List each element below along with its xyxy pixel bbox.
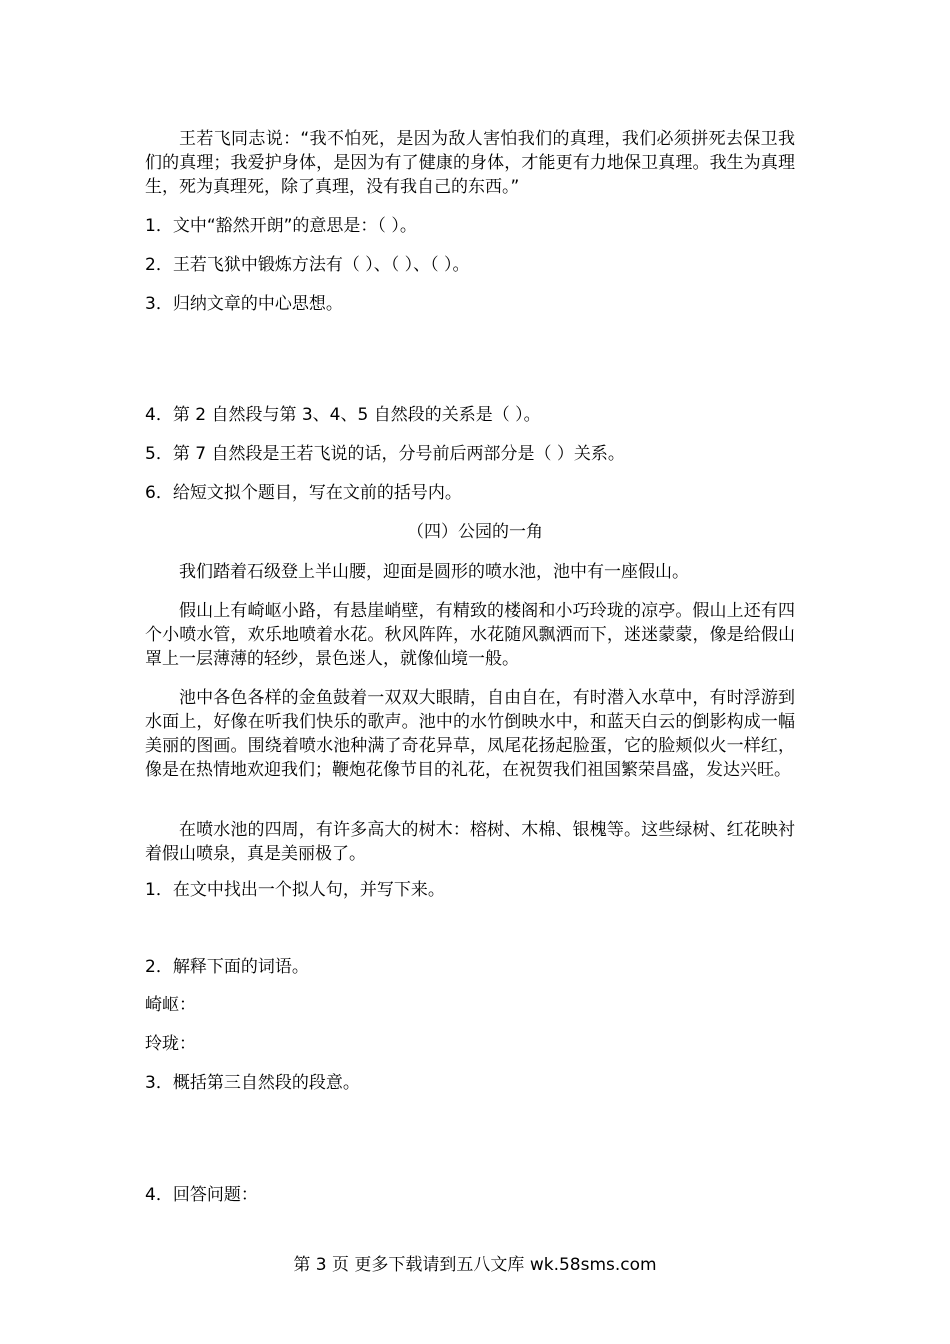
- reading-question-4: 4．回答问题：: [145, 1185, 258, 1205]
- quote-paragraph: 王若飞同志说：“我不怕死，是因为敌人害怕我们的真理，我们必须拼死去保卫我们的真理；我爱护身体，是因为有了健康的身体，才能更有力地保卫真理。我生为真理生，死为真理死，除了真理，没有我自己的东西。”: [145, 129, 795, 197]
- reading-question-2: 2．解释下面的词语。: [145, 957, 309, 977]
- question-3: 3．归纳文章的中心思想。: [145, 294, 343, 314]
- question-1: 1．文中“豁然开朗”的意思是：（ ）。: [145, 216, 417, 236]
- question-6: 6．给短文拟个题目，写在文前的括号内。: [145, 483, 462, 503]
- word-linglong: 玲珑：: [145, 1034, 196, 1054]
- story-paragraph-1: 我们踏着石级登上半山腰，迎面是圆形的喷水池，池中有一座假山。: [179, 562, 689, 582]
- reading-question-3: 3．概括第三自然段的段意。: [145, 1073, 360, 1093]
- question-4: 4．第 2 自然段与第 3、4、5 自然段的关系是（ ）。: [145, 405, 541, 425]
- page-footer: 第 3 页 更多下载请到五八文库 wk.58sms.com: [293, 1255, 657, 1275]
- section-title: （四）公园的一角: [407, 522, 543, 542]
- reading-question-1: 1．在文中找出一个拟人句，并写下来。: [145, 880, 445, 900]
- word-qiqu: 崎岖：: [145, 995, 196, 1015]
- question-5: 5．第 7 自然段是王若飞说的话，分号前后两部分是（ ）关系。: [145, 444, 625, 464]
- story-paragraph-4: 在喷水池的四周，有许多高大的树木：榕树、木棉、银槐等。这些绿树、红花映衬着假山喷泉，真是美丽极了。: [145, 820, 795, 864]
- story-paragraph-2: 假山上有崎岖小路，有悬崖峭壁，有精致的楼阁和小巧玲珑的凉亭。假山上还有四个小喷水管，欢乐地喷着水花。秋风阵阵，水花随风飘洒而下，迷迷蒙蒙，像是给假山罩上一层薄薄的轻纱，景色迷人，就像仙境一般。: [145, 601, 795, 669]
- story-paragraph-3: 池中各色各样的金鱼鼓着一双双大眼睛，自由自在，有时潜入水草中，有时浮游到水面上，好像在听我们快乐的歌声。池中的水竹倒映水中，和蓝天白云的倒影构成一幅美丽的图画。围绕着喷水池种满了奇花异草，凤尾花扬起脸蛋，它的脸颊似火一样红，像是在热情地欢迎我们；鞭炮花像节目的礼花，在祝贺我们祖国繁荣昌盛，发达兴旺。: [145, 688, 795, 780]
- question-2: 2．王若飞狱中锻炼方法有（ ）、（ ）、（ ）。: [145, 255, 470, 275]
